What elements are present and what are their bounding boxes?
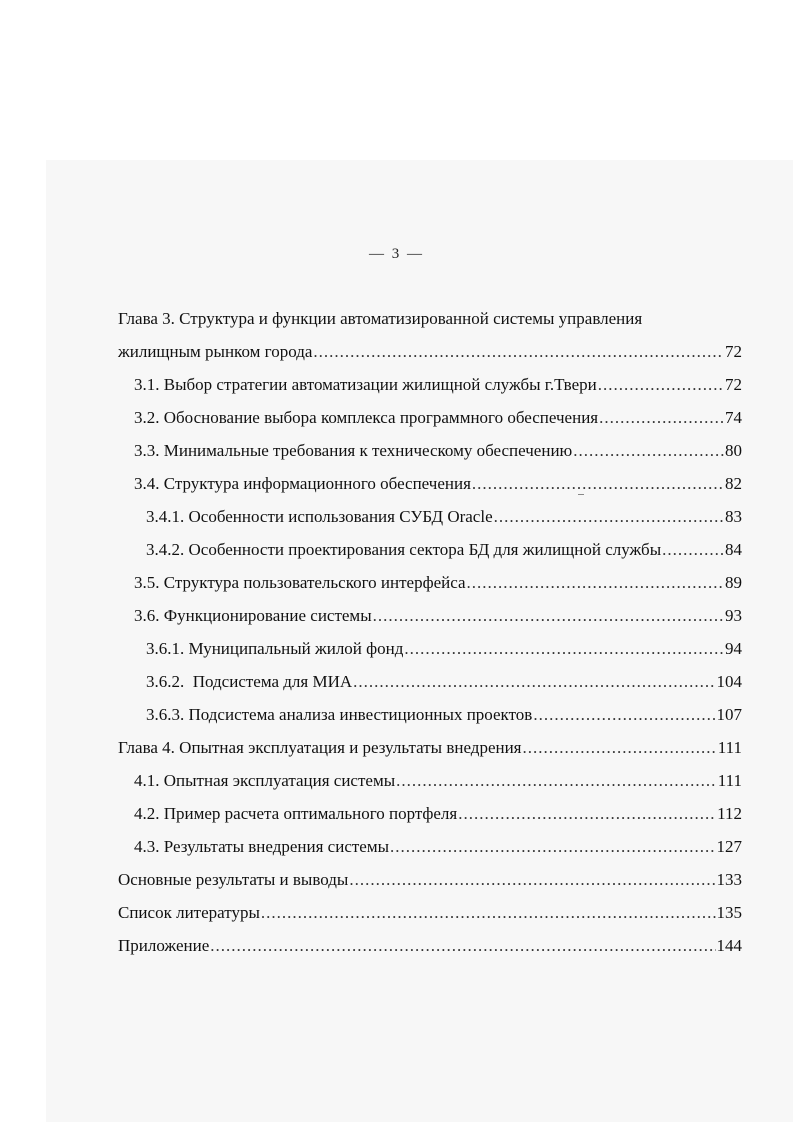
toc-entry-title: 3.4.1. Особенности использования СУБД Oracle — [146, 507, 493, 526]
toc-entry-title: 3.1. Выбор стратегии автоматизации жилищной службы г.Твери — [134, 375, 597, 394]
toc-entry-page: 82 — [725, 474, 742, 493]
toc-subentry[interactable] — [118, 698, 742, 731]
toc-entry-title: 3.6.2. Подсистема для МИА — [146, 672, 353, 691]
toc-entry-page: 107 — [716, 705, 742, 724]
toc-entry[interactable] — [118, 797, 742, 830]
toc-entry[interactable] — [118, 401, 742, 434]
toc-entry-page: 84 — [725, 540, 742, 559]
toc-entry-title: Приложение — [118, 936, 210, 955]
toc-subentry[interactable] — [118, 500, 742, 533]
chapter-3-page: 72 — [725, 342, 742, 361]
toc-entry-page: 135 — [716, 903, 742, 922]
toc-entry-title: 4.3. Результаты внедрения системы — [134, 837, 390, 856]
toc-entry-page: 72 — [725, 375, 742, 394]
toc-entry-page: 80 — [725, 441, 742, 460]
references-entry[interactable] — [118, 896, 742, 929]
toc-entry-page: 93 — [725, 606, 742, 625]
leader-dots — [396, 764, 717, 797]
leader-dots — [573, 434, 724, 467]
toc-entry-page: 127 — [716, 837, 742, 856]
toc-entry[interactable] — [118, 830, 742, 863]
chapter-3-title-line2: жилищным рынком города — [118, 342, 313, 361]
table-of-contents — [118, 302, 742, 962]
toc-entry-title: 3.4.2. Особенности проектирования сектора БД для жилищной службы — [146, 540, 662, 559]
chapter-4-title: Глава 4. Опытная эксплуатация и результаты внедрения — [118, 738, 522, 757]
toc-entry-title: 3.6.1. Муниципальный жилой фонд — [146, 639, 404, 658]
chapter-4-entry[interactable] — [118, 731, 742, 764]
leader-dots — [373, 599, 724, 632]
leader-dots — [494, 500, 724, 533]
scan-speck — [578, 494, 584, 495]
leader-dots — [404, 632, 724, 665]
toc-entry-title: Список литературы — [118, 903, 260, 922]
toc-entry[interactable] — [118, 368, 742, 401]
toc-entry-title: 3.4. Структура информационного обеспечения — [134, 474, 471, 493]
leader-dots — [599, 401, 724, 434]
toc-entry-title: 3.6.3. Подсистема анализа инвестиционных проектов — [146, 705, 533, 724]
chapter-3-title-line1: Глава 3. Структура и функции автоматизированной системы управления — [118, 309, 643, 328]
toc-entry-page: 83 — [725, 507, 742, 526]
toc-entry-title: 3.2. Обоснование выбора комплекса программного обеспечения — [134, 408, 599, 427]
leader-dots — [662, 533, 724, 566]
toc-entry-title: 3.5. Структура пользовательского интерфейса — [134, 573, 466, 592]
leader-dots — [261, 896, 716, 929]
toc-entry-page: 89 — [725, 573, 742, 592]
toc-subentry[interactable] — [118, 632, 742, 665]
toc-entry-page: 111 — [717, 771, 742, 790]
toc-entry-page: 144 — [716, 936, 742, 955]
toc-entry[interactable] — [118, 599, 742, 632]
toc-entry-title: Основные результаты и выводы — [118, 870, 349, 889]
leader-dots — [523, 731, 717, 764]
toc-entry[interactable] — [118, 434, 742, 467]
leader-dots — [458, 797, 716, 830]
toc-entry-page: 74 — [725, 408, 742, 427]
toc-entry[interactable] — [118, 566, 742, 599]
toc-entry[interactable] — [118, 764, 742, 797]
toc-entry[interactable] — [118, 467, 742, 500]
leader-dots — [467, 566, 724, 599]
toc-entry-title: 3.3. Минимальные требования к техническому обеспечению — [134, 441, 573, 460]
toc-entry-page: 133 — [716, 870, 742, 889]
leader-dots — [598, 368, 724, 401]
leader-dots — [349, 863, 715, 896]
toc-entry-page: 104 — [716, 672, 742, 691]
leader-dots — [210, 929, 715, 962]
leader-dots — [353, 665, 715, 698]
toc-subentry[interactable] — [118, 533, 742, 566]
chapter-3-entry[interactable] — [118, 335, 742, 368]
toc-entry-title: 4.1. Опытная эксплуатация системы — [134, 771, 396, 790]
toc-entry-title: 3.6. Функционирование системы — [134, 606, 372, 625]
toc-subentry[interactable] — [118, 665, 742, 698]
toc-entry-page: 94 — [725, 639, 742, 658]
toc-entry-page: 112 — [717, 804, 742, 823]
appendix-entry[interactable] — [118, 929, 742, 962]
leader-dots — [313, 335, 724, 368]
toc-entry-title: 4.2. Пример расчета оптимального портфеля — [134, 804, 458, 823]
conclusions-entry[interactable] — [118, 863, 742, 896]
page-number: — 3 — — [369, 246, 424, 262]
chapter-4-page: 111 — [717, 738, 742, 757]
leader-dots — [390, 830, 715, 863]
leader-dots — [533, 698, 715, 731]
leader-dots — [472, 467, 724, 500]
